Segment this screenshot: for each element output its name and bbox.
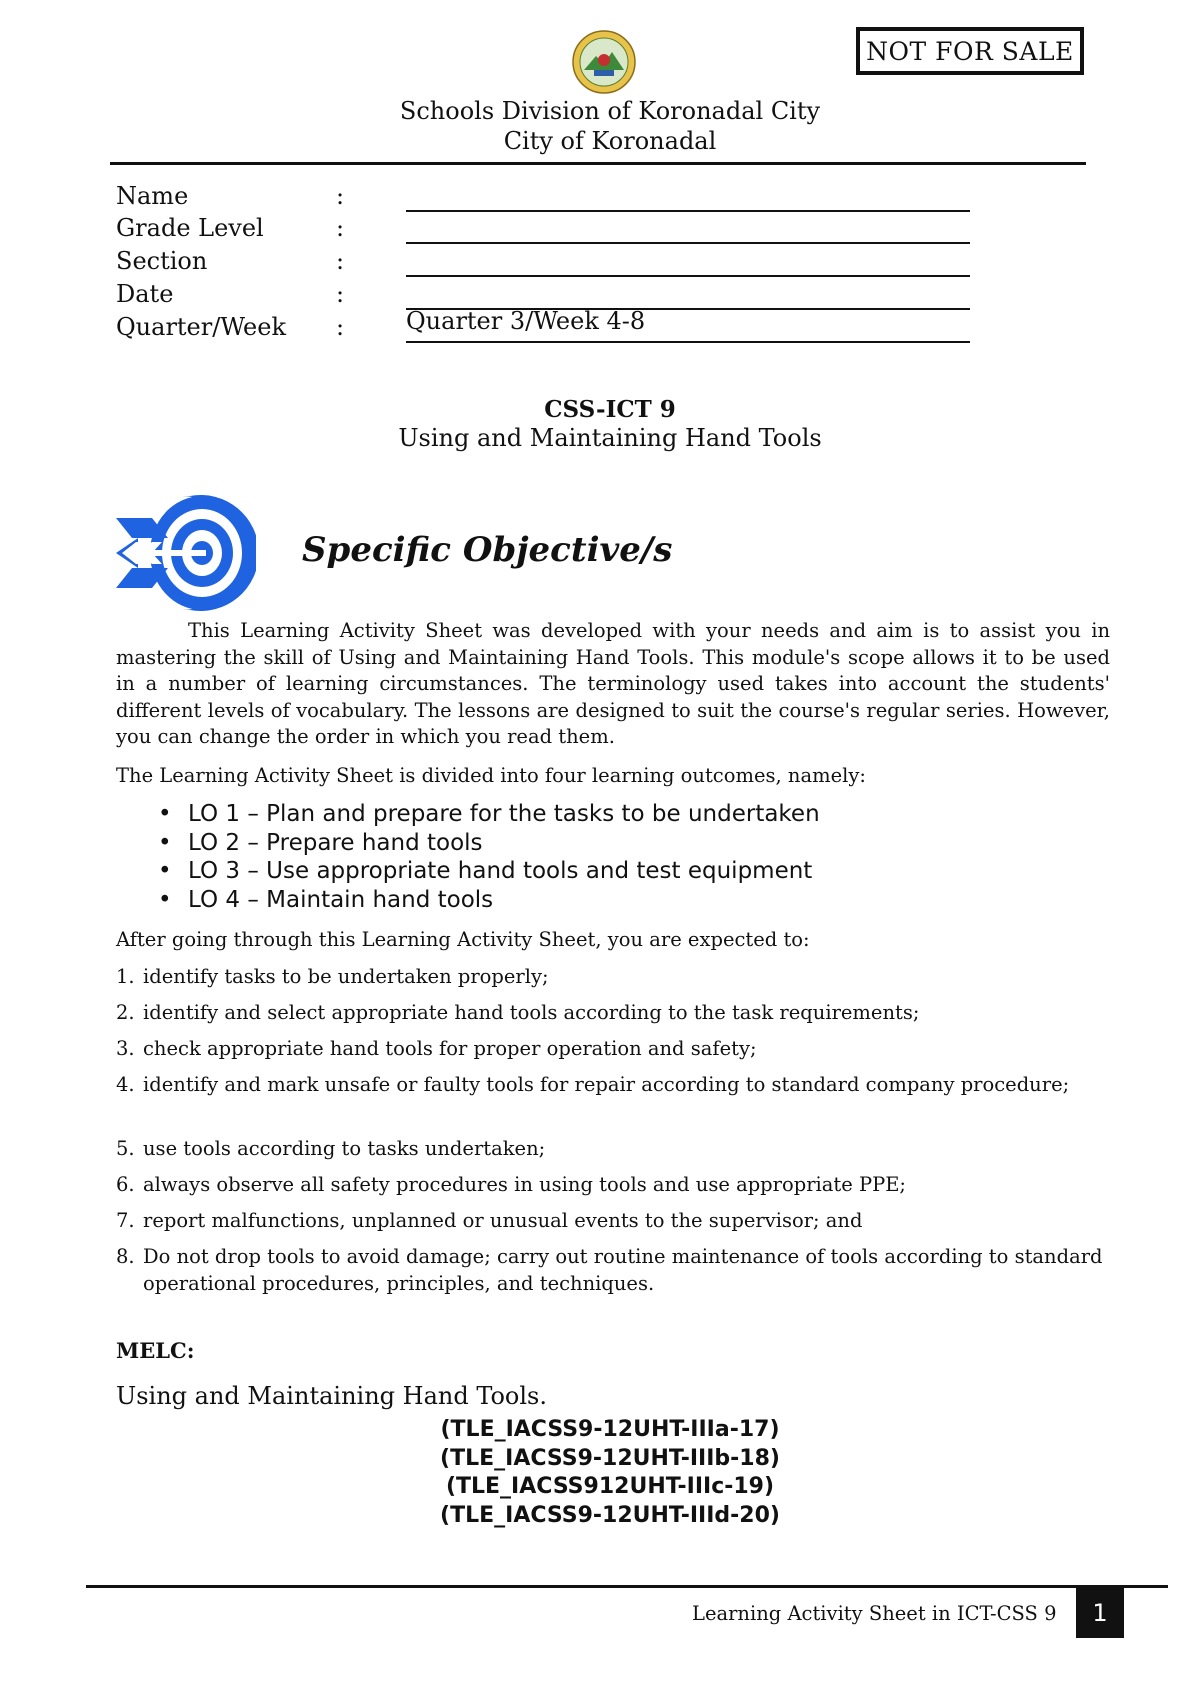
section-input-line[interactable] <box>406 275 970 277</box>
form-value: Quarter 3/Week 4-8 <box>406 307 646 335</box>
list-item: • LO 2 – Prepare hand tools <box>160 829 820 858</box>
name-input-line[interactable] <box>406 210 970 212</box>
form-label: Grade Level <box>116 214 264 242</box>
list-text: always observe all safety procedures in using tools and use appropriate PPE; <box>143 1173 907 1196</box>
melc-code: (TLE_IACSS9-12UHT-IIIb-18) <box>440 1445 780 1471</box>
list-number: 2. <box>116 1001 135 1024</box>
division-name: Schools Division of Koronadal City <box>399 97 821 125</box>
list-number: 3. <box>116 1037 135 1060</box>
list-item: • LO 1 – Plan and prepare for the tasks to be undertaken <box>160 800 820 829</box>
form-label: Quarter/Week <box>116 313 286 341</box>
list-number: 7. <box>116 1209 135 1232</box>
city-name: City of Koronadal <box>503 127 717 155</box>
expected-lead: After going through this Learning Activity Sheet, you are expected to: <box>116 928 810 951</box>
form-row-name <box>116 182 976 214</box>
form-label: Date <box>116 280 174 308</box>
outcomes-lead: The Learning Activity Sheet is divided into four learning outcomes, namely: <box>116 764 866 787</box>
list-number: 5. <box>116 1137 135 1160</box>
list-text: check appropriate hand tools for proper operation and safety; <box>143 1037 757 1060</box>
form-label: Section <box>116 247 208 275</box>
list-text: Do not drop tools to avoid damage; carry out routine maintenance of tools according to standard operational procedures, principles, and techniques. <box>143 1245 1103 1295</box>
list-text: identify and mark unsafe or faulty tools for repair according to standard company procedure; <box>143 1073 1070 1096</box>
list-number: 4. <box>116 1073 135 1096</box>
header-divider <box>110 162 1086 165</box>
melc-text: Using and Maintaining Hand Tools. <box>116 1382 548 1410</box>
list-number: 1. <box>116 965 135 988</box>
footer-text: Learning Activity Sheet in ICT-CSS 9 <box>692 1602 1057 1625</box>
footer-divider <box>86 1585 1168 1588</box>
not-for-sale-badge: NOT FOR SALE <box>856 27 1084 75</box>
course-code: CSS-ICT 9 <box>544 396 676 423</box>
school-division-heading <box>0 96 1200 156</box>
list-text: report malfunctions, unplanned or unusual events to the supervisor; and <box>143 1209 863 1232</box>
list-text: identify tasks to be undertaken properly; <box>143 965 549 988</box>
course-title: Using and Maintaining Hand Tools <box>398 424 822 452</box>
form-colon: : <box>336 247 345 275</box>
form-row-grade-level <box>116 214 976 246</box>
grade-level-input-line[interactable] <box>406 242 970 244</box>
melc-label: MELC: <box>116 1338 195 1363</box>
list-number: 6. <box>116 1173 135 1196</box>
division-seal-logo <box>572 30 636 94</box>
target-arrow-icon <box>116 494 256 612</box>
intro-paragraph <box>116 618 1110 751</box>
melc-codes <box>0 1416 1200 1530</box>
form-colon: : <box>336 214 345 242</box>
list-text: identify and select appropriate hand tools according to the task requirements; <box>143 1001 920 1024</box>
objectives-heading: Specific Objective/s <box>302 530 673 570</box>
melc-code: (TLE_IACSS9-12UHT-IIIa-17) <box>440 1417 780 1442</box>
melc-code: (TLE_IACSS912UHT-IIIc-19) <box>445 1474 775 1499</box>
form-row-section <box>116 247 976 279</box>
intro-text: This Learning Activity Sheet was developed with your needs and aim is to assist you in mastering the skill of Using and Maintaining Hand Tools. This module's scope allows it to be used in a number of learning circumstances. The terminology used takes into account the students' different levels of vocabulary. The lessons are designed to suit the course's regular series. However, you can change the order in which you read them. <box>116 619 1110 748</box>
page-number: 1 <box>1076 1588 1124 1638</box>
form-row-quarter-week <box>116 307 976 345</box>
list-number: 8. <box>116 1245 135 1268</box>
melc-code: (TLE_IACSS9-12UHT-IIId-20) <box>440 1502 780 1528</box>
list-text: use tools according to tasks undertaken; <box>143 1137 546 1160</box>
form-label: Name <box>116 182 189 210</box>
form-colon: : <box>336 182 345 210</box>
learning-outcomes-list <box>160 800 820 914</box>
list-item: • LO 4 – Maintain hand tools <box>160 886 820 915</box>
list-item: • LO 3 – Use appropriate hand tools and test equipment <box>160 857 820 886</box>
form-colon: : <box>336 280 345 308</box>
form-colon: : <box>336 313 345 341</box>
quarter-week-input-line[interactable] <box>406 341 970 343</box>
